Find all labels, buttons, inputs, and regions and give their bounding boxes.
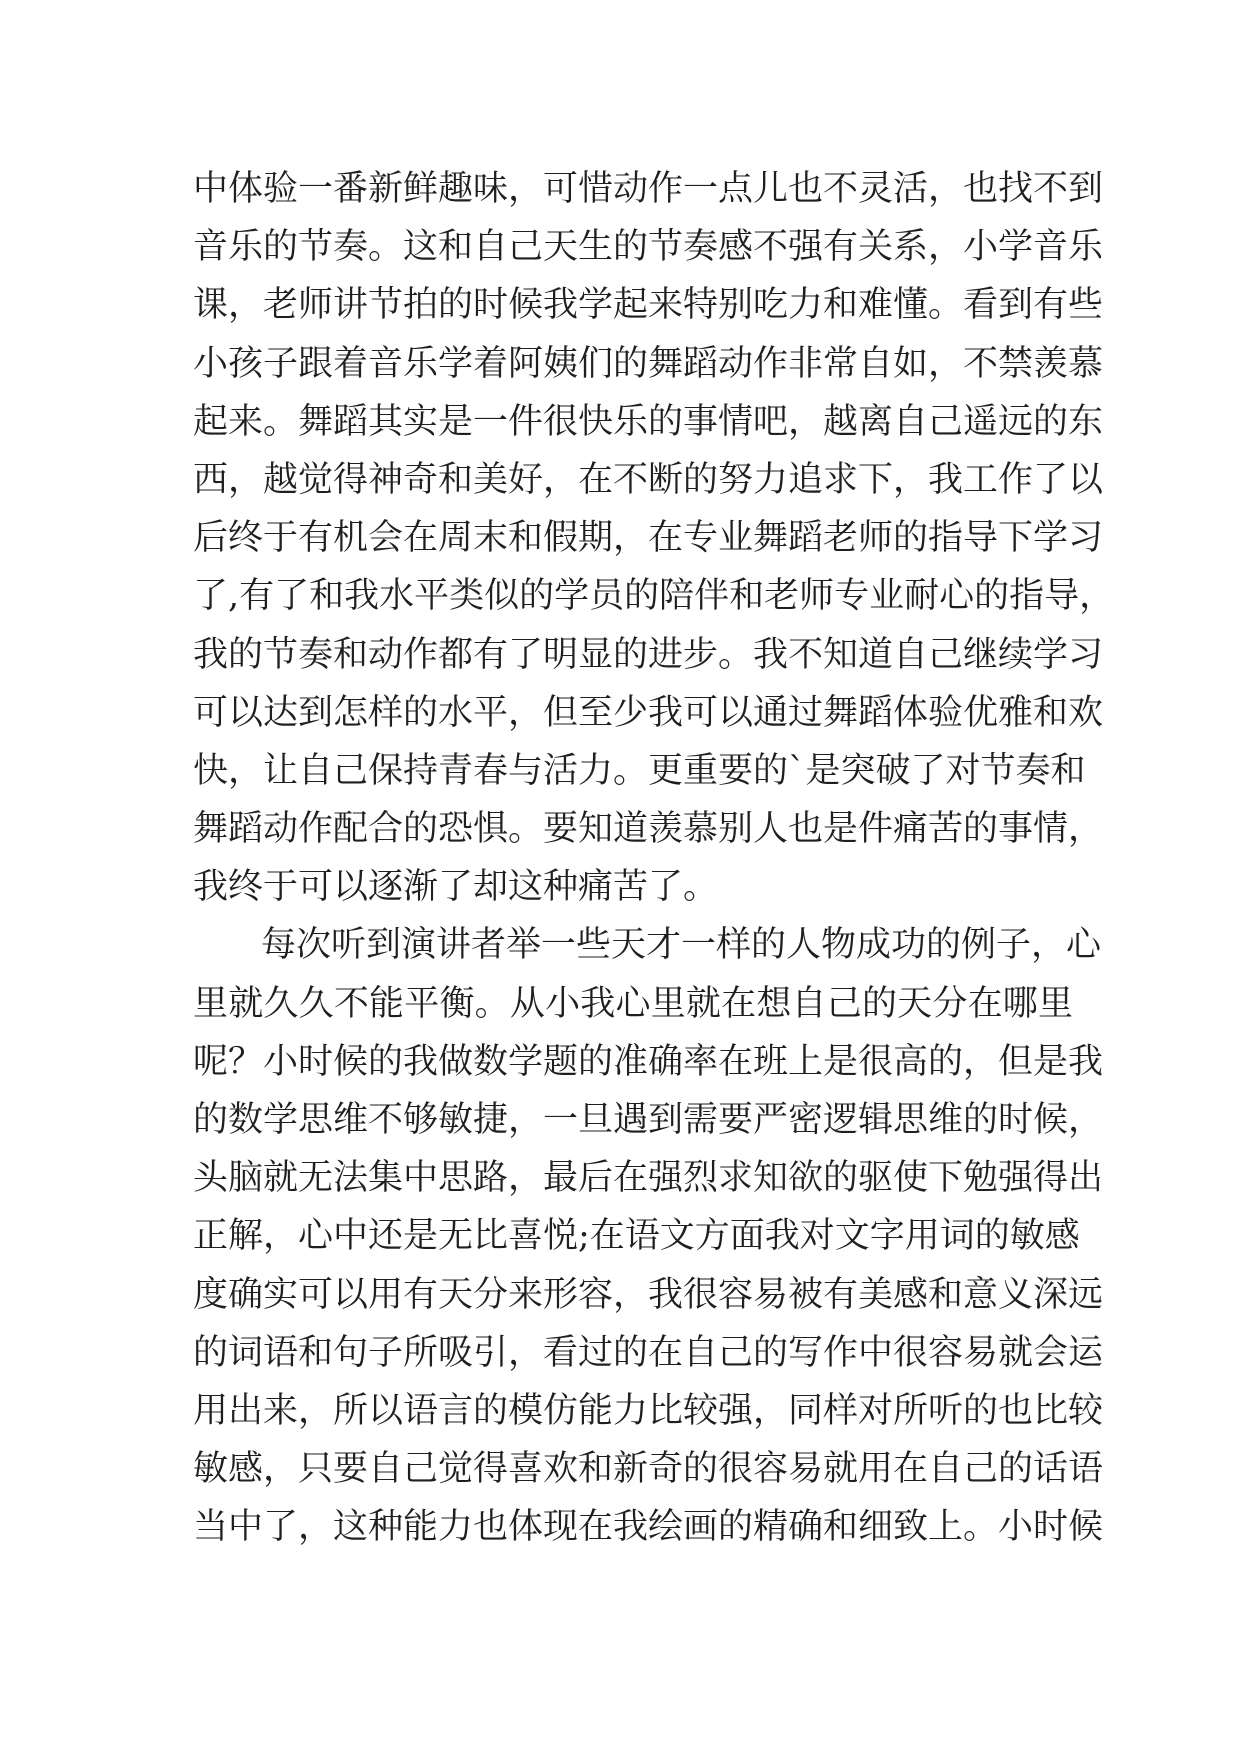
paragraph-2 xyxy=(193,916,1104,1556)
text-line: 当中了，这种能力也体现在我绘画的精确和细致上。小时候 xyxy=(193,1507,1104,1548)
document-body xyxy=(193,160,1115,1557)
text-line: 了,有了和我水平类似的学员的陪伴和老师专业耐心的指导， xyxy=(193,576,1115,617)
text-line: 正解，心中还是无比喜悦;在语文方面我对文字用词的敏感 xyxy=(193,1216,1080,1257)
text-line: 课，老师讲节拍的时候我学起来特别吃力和难懂。看到有些 xyxy=(193,285,1104,326)
text-line: 西，越觉得神奇和美好，在不断的努力追求下，我工作了以 xyxy=(193,459,1104,500)
text-line: 后终于有机会在周末和假期，在专业舞蹈老师的指导下学习 xyxy=(193,518,1104,559)
text-line: 起来。舞蹈其实是一件很快乐的事情吧，越离自己遥远的东 xyxy=(193,401,1104,442)
text-line: 快，让自己保持青春与活力。更重要的`是突破了对节奏和 xyxy=(193,750,1086,791)
text-line: 小孩子跟着音乐学着阿姨们的舞蹈动作非常自如，不禁羡慕 xyxy=(193,343,1104,384)
text-line: 音乐的节奏。这和自己天生的节奏感不强有关系，小学音乐 xyxy=(193,227,1104,268)
text-line: 呢？小时候的我做数学题的准确率在班上是很高的，但是我 xyxy=(193,1041,1104,1082)
paragraph-1 xyxy=(193,160,1115,916)
text-line: 用出来，所以语言的模仿能力比较强，同样对所听的也比较 xyxy=(193,1390,1104,1431)
text-line: 的词语和句子所吸引，看过的在自己的写作中很容易就会运 xyxy=(193,1332,1104,1373)
text-line: 头脑就无法集中思路，最后在强烈求知欲的驱使下勉强得出 xyxy=(193,1158,1104,1199)
text-line: 我的节奏和动作都有了明显的进步。我不知道自己继续学习 xyxy=(193,634,1104,675)
text-line: 度确实可以用有天分来形容，我很容易被有美感和意义深远 xyxy=(193,1274,1104,1315)
text-line: 敏感，只要自己觉得喜欢和新奇的很容易就用在自己的话语 xyxy=(193,1449,1104,1490)
text-line: 舞蹈动作配合的恐惧。要知道羡慕别人也是件痛苦的事情， xyxy=(193,809,1104,850)
text-line: 里就久久不能平衡。从小我心里就在想自己的天分在哪里 xyxy=(193,983,1073,1024)
text-line: 每次听到演讲者举一些天才一样的人物成功的例子，心 xyxy=(261,925,1102,966)
text-line: 可以达到怎样的水平，但至少我可以通过舞蹈体验优雅和欢 xyxy=(193,692,1104,733)
text-line: 我终于可以逐渐了却这种痛苦了。 xyxy=(193,867,719,908)
text-line: 的数学思维不够敏捷，一旦遇到需要严密逻辑思维的时候， xyxy=(193,1100,1104,1140)
text-line: 中体验一番新鲜趣味，可惜动作一点儿也不灵活，也找不到 xyxy=(193,169,1104,209)
